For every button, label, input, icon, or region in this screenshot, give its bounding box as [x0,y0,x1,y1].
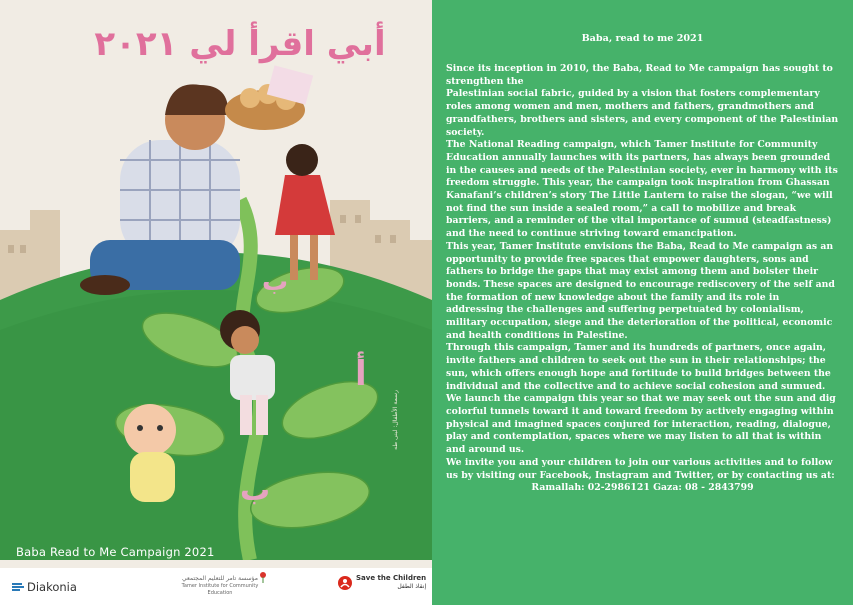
letter-ba-top: ب [262,267,289,297]
stc-name-english: Save the Children [356,574,427,582]
diakonia-logo [12,580,77,594]
tamer-name-arabic: مؤسسة تامر للتعليم المجتمعي [182,575,258,582]
letter-alif: أ [355,354,367,394]
poster-caption: Baba Read to Me Campaign 2021 [16,545,215,559]
paragraph-invitation: We invite you and your children to join our various activities and to follow us by visiting our Facebook, Instagram and Twitter, or by contacting us at: [446,456,835,481]
tamer-logo [170,571,270,597]
poster-illustration [0,0,432,560]
save-the-children-logo [338,574,426,591]
tamer-name-english: Tamer Institute for Community Education [181,583,259,596]
diakonia-name: Diakonia [27,580,77,594]
save-the-children-icon [338,576,352,590]
paragraph-partners: Through this campaign, Tamer and its hundreds of partners, once again, invite fathers and children to seek out the sun in their relationships; the sun, which offers enough hope and fortitude to build bridges between the individual and the collective and to achieve social cohesion and sumued. [446,342,831,392]
paragraph-vision: Palestinian social fabric, guided by a vision that fosters complementary roles among women and men, mothers and fathers, grandmothers and grandfathers, brothers and sisters, and every component of the Palestinian society. [446,88,839,138]
tamer-flower-icon [258,571,268,583]
letter-ba-bottom: ب [240,473,271,508]
panel-title: Baba, read to me 2021 [581,33,704,44]
paragraph-this-year: This year, Tamer Institute envisions the Baba, Read to Me campaign as an opportunity to provide free spaces that empower daughters, sons and fathers to bridge the gaps that may exist among them and bolster their bonds. These spaces are designed to encourage rediscovery of the self and the formation of new knowledge about the family and its role in addressing the challenges and suffering perpetuated by colonialism, military occupation, siege and the deterioration of the political, economic and health conditions in Palestine. [446,240,835,341]
diakonia-mark-icon [12,583,24,592]
paragraph-intro: Since its inception in 2010, the Baba, Read to Me campaign has sought to strengthen the [446,63,833,87]
paragraph-national-reading: The National Reading campaign, which Tamer Institute for Community Education annually launches with its partners, has always been grounded in the causes and needs of the Palestinian society, ever in harmony with its freedom struggle. This year, the campaign took inspiration from Ghassan Kanafani’s children’s story The Little Lantern to raise the slogan, “we will not find the sun inside a sealed room,” a call to mobilize and break barriers, and a reminder of the vital importance of sumud (steadfastness) and the need to continue striving toward emancipation. [446,139,838,240]
poster-arabic-title: أبي اقرأ لي ٢٠٢١ [94,24,386,64]
contact-numbers: Ramallah: 02-2986121 Gaza: 08 - 2843799 [531,482,754,494]
campaign-description-panel [432,0,853,605]
illustrator-credit: رسمة الأطفال: لبنى طه [392,390,399,450]
stc-name-arabic: إنقاذ الطفل [397,583,427,590]
sponsor-logos [0,568,432,605]
paragraph-launch: We launch the campaign this year so that we may seek out the sun and dig colorful tunnels toward it and toward freedom by actively engaging within physical and imagined spaces conjured for interaction, reading, dialogue, play and contemplation, spaces where we may listen to all that is within and around us. [446,393,836,456]
